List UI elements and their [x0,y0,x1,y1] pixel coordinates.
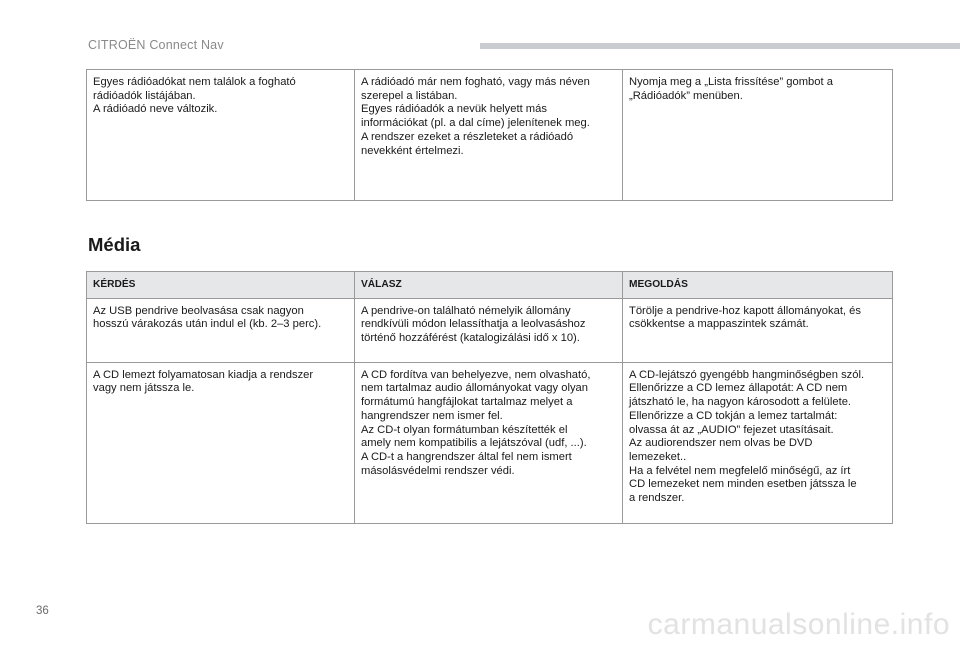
solution-cell: A CD-lejátszó gyengébb hangminőségben szól. Ellenőrizze a CD lemez állapotát: A CD nem játszható le, ha nagyon károsodott a felülete. Ellenőrizze a CD tokján a lemez tartalmát: olvassa át az „AUDIO” fejezet utasításait. Az audiorendszer nem olvas be DVD lemezeket.. Ha a felvétel nem megfelelő minőségű, az írt CD lemezeket nem minden esetben játssza le a rendszer. [623,362,893,523]
column-header-answer: VÁLASZ [355,272,623,299]
answer-cell: A CD fordítva van behelyezve, nem olvasható, nem tartalmaz audio állományokat vagy olyan formátumú hangfájlokat tartalmaz melyet a hangrendszer nem ismer fel. Az CD-t olyan formátumban készítették el amely nem kompatibilis a lejátszóval (udf, ...). A CD-t a hangrendszer által fel nem ismert másolásvédelmi rendszer védi. [355,362,623,523]
solution-cell: Törölje a pendrive-hoz kapott állományokat, és csökkentse a mappaszintek számát. [623,298,893,362]
answer-cell: A rádióadó már nem fogható, vagy más néven szerepel a listában. Egyes rádióadók a nevük helyett más információkat (pl. a dal címe) jelenítenek meg. A rendszer ezeket a részleteket a rádióadó nevekként értelmezi. [355,70,623,201]
media-troubleshooting-table [86,271,893,524]
header-decorative-bar [480,43,960,49]
table-header-row [87,272,893,299]
question-cell: A CD lemezt folyamatosan kiadja a rendszer vagy nem játssza le. [87,362,355,523]
solution-cell: Nyomja meg a „Lista frissítése” gombot a „Rádióadók” menüben. [623,70,893,201]
column-header-solution: MEGOLDÁS [623,272,893,299]
answer-cell: A pendrive-on található némelyik állomány rendkívüli módon lelassíthatja a leolvasáshoz történő hozzáférést (katalogizálási idő x 10). [355,298,623,362]
table-row [87,362,893,523]
table-row [87,298,893,362]
column-header-question: KÉRDÉS [87,272,355,299]
page-number: 36 [36,605,49,617]
table-row [87,70,893,201]
radio-troubleshooting-table [86,69,893,201]
question-cell: Egyes rádióadókat nem találok a fogható rádióadók listájában. A rádióadó neve változik. [87,70,355,201]
watermark: carmanualsonline.info [647,608,950,641]
question-cell: Az USB pendrive beolvasása csak nagyon hosszú várakozás után indul el (kb. 2–3 perc). [87,298,355,362]
document-header-title: CITROËN Connect Nav [88,38,224,52]
section-title: Média [88,234,141,255]
